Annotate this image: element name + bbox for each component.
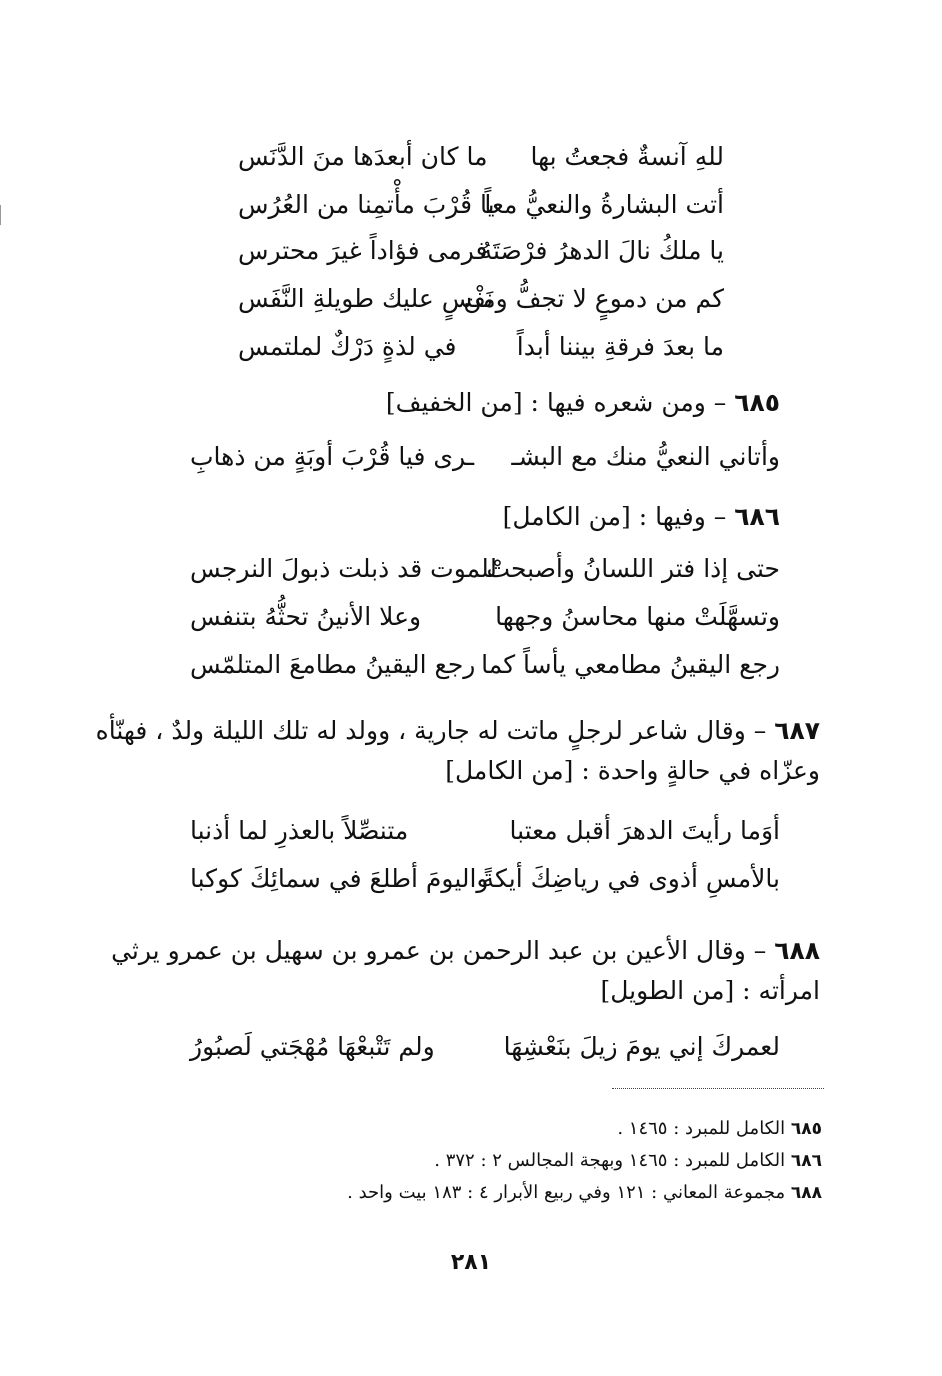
entry-text: – وفيها : [من الكامل] (502, 502, 727, 531)
verse-hemistich-right: رجع اليقينُ مطامعي يأساً كما (481, 650, 780, 679)
entry-685-heading (386, 386, 780, 420)
verse-hemistich-left: نَفْسٍ عليك طويلةِ النَّفَس (238, 284, 494, 313)
verse-hemistich-left: للموت قد ذبلت ذبولَ النرجس (190, 554, 497, 583)
verse-hemistich-right: حتى إذا فتر اللسانُ وأصبحتْ (486, 554, 780, 583)
entry-688-line-2: امرأته : [من الطويل] (600, 976, 820, 1005)
footnote (347, 1180, 822, 1206)
verse-hemistich-right: للهِ آنسةٌ فجعتُ بها (530, 142, 724, 171)
footnote (434, 1148, 822, 1174)
verse-hemistich-right: كم من دموعٍ لا تجفُّ ومن (463, 284, 724, 313)
verse-hemistich-left: في لذةٍ دَرْكٌ لملتمس (238, 332, 457, 361)
entry-number: ٦٨٨ (774, 936, 820, 965)
entry-text: – وقال الأعين بن عبد الرحمن بن عمرو بن سهيل بن عمرو يرثي (111, 936, 767, 965)
footnote-number: ٦٨٨ (790, 1183, 822, 1203)
page-edge-mark (0, 205, 5, 225)
verse-hemistich-right: ما بعدَ فرقةِ بيننا أبداً (516, 332, 724, 361)
verse-hemistich-right: لعمركَ إني يومَ زيلَ بنَعْشِهَا (503, 1032, 780, 1061)
entry-688-line-1 (111, 934, 820, 968)
entry-687-line-1 (96, 714, 820, 748)
verse-hemistich-right: أوَما رأيتَ الدهرَ أقبل معتبا (509, 816, 780, 845)
verse-hemistich-left: فرمى فؤاداً غيرَ محترس (238, 236, 488, 265)
footnote-text: مجموعة المعاني : ١٢١ وفي ربيع الأبرار ٤ : ١٨٣ بيت واحد . (347, 1182, 786, 1203)
entry-text: – وقال شاعر لرجلٍ ماتت له جارية ، وولد له تلك الليلة ولدٌ ، فهنّأه (95, 716, 767, 745)
verse-hemistich-left: واليومَ أطلعَ في سمائِكَ كوكبا (190, 864, 489, 893)
verse-hemistich-right: أتت البشارةُ والنعيُّ معاً (484, 190, 724, 219)
page-number: ٢٨١ (450, 1250, 492, 1275)
verse-hemistich-left: ما كان أبعدَها منَ الدَّنَس (238, 142, 488, 171)
footnote-number: ٦٨٦ (790, 1151, 822, 1171)
verse-hemistich-left: ولم تَتْبعْهَا مُهْجَتي لَصبُورُ (190, 1032, 435, 1061)
entry-text: – ومن شعره فيها : [من الخفيف] (385, 388, 727, 417)
verse-hemistich-right: وأتاني النعيُّ منك مع البشـ (511, 442, 780, 471)
footnote-text: الكامل للمبرد : ١٤٦٥ . (617, 1118, 786, 1139)
verse-hemistich-left: رجع اليقينُ مطامعَ المتلمّس (190, 650, 476, 679)
verse-hemistich-left: متنصِّلاً بالعذرِ لما أذنبا (190, 816, 409, 845)
verse-hemistich-right: بالأمسِ أذوى في رياضِكَ أيكةً (481, 864, 780, 893)
entry-number: ٦٨٥ (734, 388, 780, 417)
footnote-separator (612, 1088, 824, 1089)
entry-687-line-2: وعزّاه في حالةٍ واحدة : [من الكامل] (445, 756, 820, 785)
footnote (617, 1116, 822, 1142)
verse-hemistich-right: يا ملكُ نالَ الدهرُ فرْصَتَهُ (479, 236, 724, 265)
verse-hemistich-left: ـرى فيا قُرْبَ أوبَةٍ من ذهابِ (190, 442, 475, 471)
footnote-number: ٦٨٥ (790, 1119, 822, 1139)
entry-number: ٦٨٦ (734, 502, 780, 531)
entry-686-heading (503, 500, 780, 534)
footnote-text: الكامل للمبرد : ١٤٦٥ وبهجة المجالس ٢ : ٣٧٢ . (434, 1150, 786, 1171)
verse-hemistich-right: وتسهَّلَتْ منها محاسنُ وجهها (495, 602, 780, 631)
verse-hemistich-left: يا قُرْبَ مأْتمِنا من العُرُس (238, 190, 495, 219)
verse-hemistich-left: وعلا الأنينُ تحثُّهُ بتنفس (190, 602, 422, 631)
entry-number: ٦٨٧ (774, 716, 820, 745)
